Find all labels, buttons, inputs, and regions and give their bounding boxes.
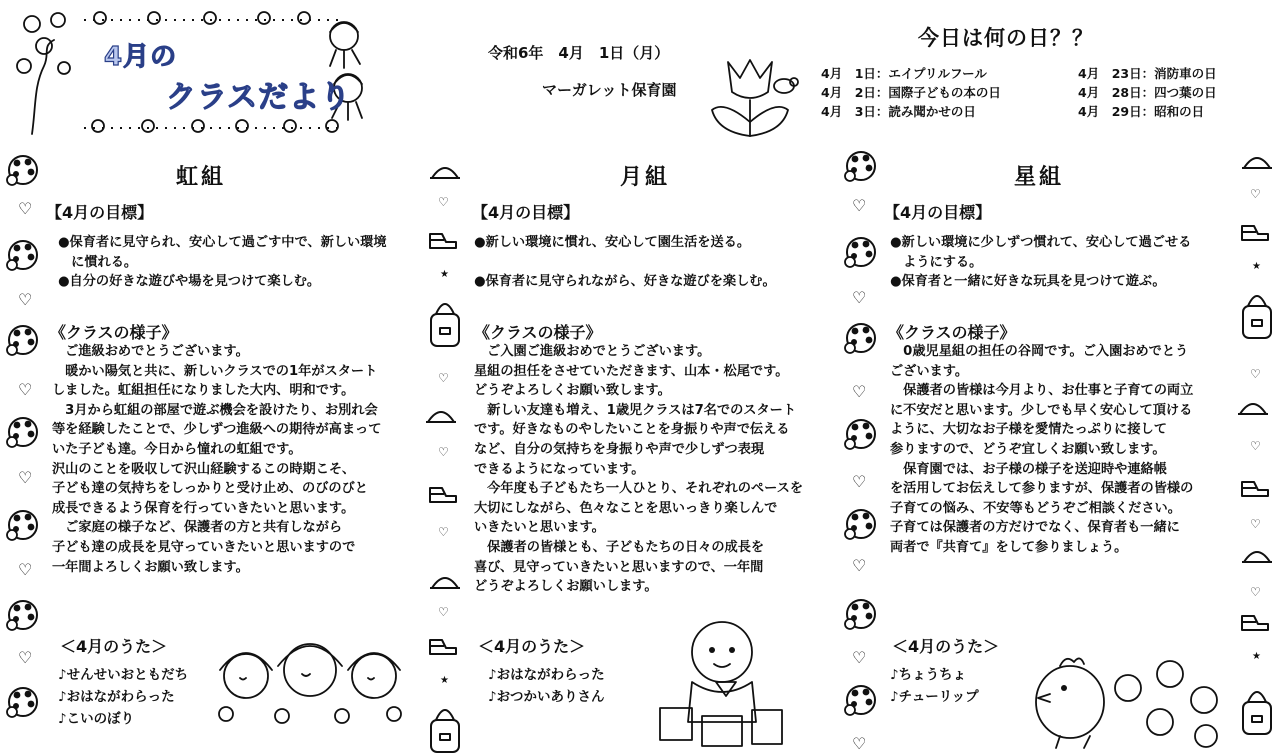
heart-icon: ♡ xyxy=(18,380,33,399)
song-item: ♪おつかいありさん xyxy=(488,689,605,705)
ladybug-icon xyxy=(4,412,42,450)
song-item: ♪おはながわらった xyxy=(488,667,605,683)
song-list xyxy=(890,664,979,708)
ladybug-icon xyxy=(4,320,42,358)
tulip-icon xyxy=(706,52,802,138)
status-text: ご入園ご進級おめでとうございます。 星組の担任をさせていただきます、山本・松尾です。 どうぞよろしくお願い致します。 新しい友達も増え、1歳児クラスは7名でのスタート です。好きなものやしたいことを身振りや声で伝える など、自分の気持ちを身振りや声で少しずつ表現 できるようになっています。 今年度も子どもたち一人ひとり、それぞれのペースを 大切にしながら、色々なことを思いっきり楽しんで いきたいと思います。 保護者の皆様とも、子どもたちの日々の成長を 喜び、見守っていきたいと思いますので、一年間 どうぞよろしくお願いします。 xyxy=(474,344,804,595)
heart-icon: ♡ xyxy=(1250,585,1261,599)
heart-icon: ♡ xyxy=(852,556,867,575)
ladybug-icon xyxy=(4,682,42,720)
song-list xyxy=(58,664,188,730)
ladybug-icon xyxy=(842,146,880,184)
song-item: ♪せんせいおともだち xyxy=(58,667,189,683)
shoe-icon xyxy=(1238,470,1272,504)
hat-icon xyxy=(428,156,462,190)
shoe-icon xyxy=(426,628,460,662)
today-item: 4月 29日：昭和の日 xyxy=(1078,104,1205,119)
issue-date: 令和6年 4月 1日（月） xyxy=(488,44,670,62)
today-title: 今日は何の日？？ xyxy=(918,26,1094,50)
heart-icon: ♡ xyxy=(438,445,449,459)
bag-icon xyxy=(1240,286,1274,342)
bag-icon xyxy=(428,294,462,350)
hen-and-chicks-illustration xyxy=(1020,640,1230,750)
class-title-hoshi: 星組 xyxy=(1014,165,1065,190)
today-item: 4月 28日：四つ葉の日 xyxy=(1078,85,1217,100)
today-item: 4月 23日：消防車の日 xyxy=(1078,66,1217,81)
heart-icon: ♡ xyxy=(1250,439,1261,453)
shoe-icon xyxy=(1238,604,1272,638)
banner-title-line2: クラスだより xyxy=(166,80,352,115)
star-icon: ★ xyxy=(1252,261,1261,272)
today-item: 4月 2日：国際子どもの本の日 xyxy=(821,85,1001,100)
goal-heading: 【4月の目標】 xyxy=(884,203,992,222)
ladybug-icon xyxy=(4,235,42,273)
status-heading: 《クラスの様子》 xyxy=(474,323,602,342)
heart-icon: ♡ xyxy=(1250,517,1261,531)
heart-icon: ♡ xyxy=(852,196,867,215)
today-item: 4月 1日：エイプリルフール xyxy=(821,66,987,81)
shoe-icon xyxy=(1238,214,1272,248)
baby-with-blocks-illustration xyxy=(652,612,802,752)
song-item: ♪おはながわらった xyxy=(58,689,175,705)
goal-text: ●新しい環境に少しずつ慣れて、安心して過ごせる ようにする。 ●保育者と一緒に好きな玩具を見つけて遊ぶ。 xyxy=(890,235,1192,290)
status-text: 0歳児星組の担任の谷岡です。ご入園おめでとう ございます。 保護者の皆様は今月より、お仕事と子育ての両立 に不安だと思います。少しでも早く安心して頂ける ように、大切なお子様を愛情たっぷりに接して 参りますので、どうぞ宜しくお願い致します。 保育園では、お子様の様子を送迎時や連絡帳 を活用してお伝えして参りますが、保護者の皆様の 子育ての悩み、不安等もどうぞご相談ください。 子育ては保護者の方だけでなく、保育者も一緒に 両者で『共育て』をして参りましょう。 xyxy=(890,344,1194,555)
heart-icon: ♡ xyxy=(438,195,449,209)
song-item: ♪ちょうちょ xyxy=(890,667,967,683)
goal-heading: 【4月の目標】 xyxy=(472,203,580,222)
banner-title-line1: 4月の xyxy=(104,42,178,72)
ladybug-icon xyxy=(4,150,42,188)
heart-icon: ♡ xyxy=(18,199,33,218)
ladybug-icon xyxy=(842,504,880,542)
goal-text: ●保育者に見守られ、安心して過ごす中で、新しい環境 に慣れる。 ●自分の好きな遊びや場を見つけて楽しむ。 xyxy=(58,235,387,290)
school-name: マーガレット保育園 xyxy=(542,81,677,99)
ladybug-icon xyxy=(842,594,880,632)
heart-icon: ♡ xyxy=(18,290,33,309)
class-title-tsuki: 月組 xyxy=(620,165,671,190)
heart-icon: ♡ xyxy=(852,382,867,401)
bag-icon xyxy=(428,700,462,753)
song-item: ♪こいのぼり xyxy=(58,711,135,727)
ladybug-icon xyxy=(842,680,880,718)
title-banner xyxy=(0,0,365,140)
heart-icon: ♡ xyxy=(18,468,33,487)
ladybug-icon xyxy=(4,595,42,633)
goal-text: ●新しい環境に慣れ、安心して園生活を送る。 ●保育者に見守られながら、好きな遊びを楽しむ。 xyxy=(474,235,776,290)
heart-icon: ♡ xyxy=(438,525,449,539)
bag-icon xyxy=(1240,682,1274,738)
ladybug-icon xyxy=(4,505,42,543)
song-list xyxy=(488,664,605,708)
hat-icon xyxy=(428,566,462,600)
ladybug-icon xyxy=(842,318,880,356)
today-item: 4月 3日：読み聞かせの日 xyxy=(821,104,976,119)
heart-icon: ♡ xyxy=(438,371,449,385)
heart-icon: ♡ xyxy=(852,734,867,753)
hat-icon xyxy=(424,400,458,434)
heart-icon: ♡ xyxy=(1250,367,1261,381)
hat-icon xyxy=(1240,540,1274,574)
star-icon: ★ xyxy=(1252,651,1261,662)
children-with-hats-illustration xyxy=(212,626,408,726)
status-heading: 《クラスの様子》 xyxy=(888,323,1016,342)
star-icon: ★ xyxy=(440,269,449,280)
star-icon: ★ xyxy=(440,675,449,686)
song-heading: ＜4月のうた＞ xyxy=(60,637,168,656)
ladybug-icon xyxy=(842,414,880,452)
song-item: ♪チューリップ xyxy=(890,689,979,705)
heart-icon: ♡ xyxy=(18,560,33,579)
shoe-icon xyxy=(426,476,460,510)
heart-icon: ♡ xyxy=(438,605,449,619)
heart-icon: ♡ xyxy=(852,472,867,491)
song-heading: ＜4月のうた＞ xyxy=(892,637,1000,656)
goal-heading: 【4月の目標】 xyxy=(46,203,154,222)
class-title-niji: 虹組 xyxy=(176,165,227,190)
heart-icon: ♡ xyxy=(852,288,867,307)
hat-icon xyxy=(1240,146,1274,180)
heart-icon: ♡ xyxy=(852,648,867,667)
shoe-icon xyxy=(426,222,460,256)
today-list-right xyxy=(1078,64,1217,121)
hat-icon xyxy=(1236,392,1270,426)
status-text: ご進級おめでとうございます。 暖かい陽気と共に、新しいクラスでの1年がスタート しました。虹組担任になりました大内、明和です。 3月から虹組の部屋で遊ぶ機会を設けたり、お別れ会 等を経験したことで、少しずつ進級への期待が高まって いた子ども達。今日から憧れの虹組です。 沢山のことを吸収して沢山経験するこの時期こそ、 子ども達の気持ちをしっかりと受け止め、のびのびと 成長できるよう保育を行っていきたいと思います。 ご家庭の様子など、保護者の方と共有しながら 子ども達の成長を見守っていきたいと思いますので 一年間よろしくお願い致します。 xyxy=(52,344,382,575)
today-list-left xyxy=(821,64,1001,121)
heart-icon: ♡ xyxy=(1250,187,1261,201)
heart-icon: ♡ xyxy=(18,648,33,667)
status-heading: 《クラスの様子》 xyxy=(50,323,178,342)
song-heading: ＜4月のうた＞ xyxy=(478,637,586,656)
ladybug-icon xyxy=(842,232,880,270)
